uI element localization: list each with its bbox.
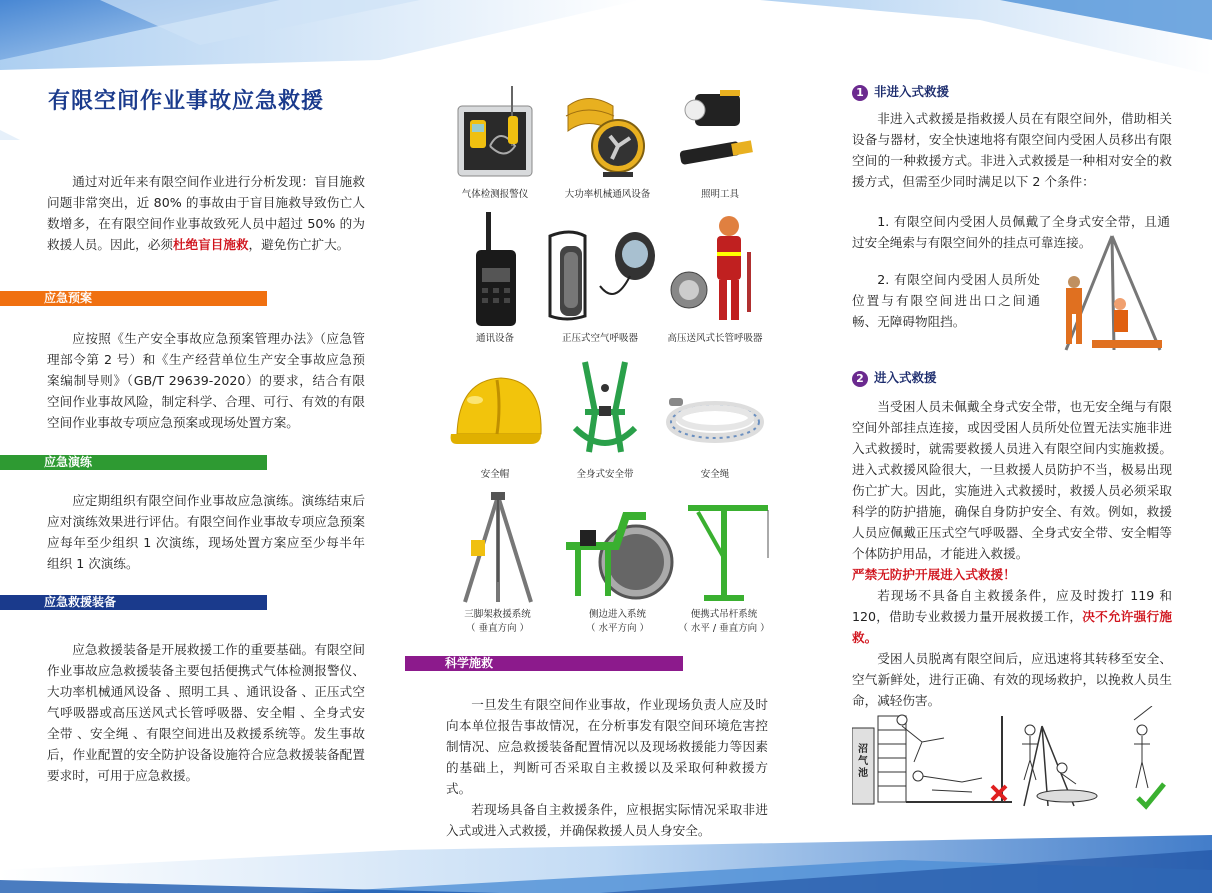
entry-paragraph-3: 受困人员脱离有限空间后，应迅速将其转移至安全、空气新鲜处，进行正确、有效的现场救护，以挽救人员生命，减轻伤害。 [852, 651, 1172, 708]
equipment-item [668, 498, 780, 634]
equipment-item [440, 492, 555, 634]
non-entry-paragraph: 非进入式救援是指救援人员在有限空间外，借助相关设备与器材，安全快速地将有限空间内受困人员移出有限空间的一种救援方式。非进入式救援是一种相对安全的救援方式，但需至少同时满足以下 2 个条件： [852, 111, 1172, 189]
non-entry-heading [852, 82, 949, 101]
entry-title: 进入式救援 [874, 370, 937, 385]
condition-2: 2. 有限空间内受困人员所处位置与有限空间进出口之间通畅、无障碍物阻挡。 [852, 272, 1040, 329]
equipment-item [660, 378, 770, 480]
equipment-sublabel: （ 垂直方向 ） [465, 623, 530, 634]
section-bar-equipment: 应急救援装备 [0, 595, 267, 610]
equipment-label: 三脚架救援系统 [464, 609, 531, 620]
tripod-icon [453, 492, 543, 606]
equipment-item [440, 212, 550, 344]
equipment-label: 高压送风式长管呼吸器 [667, 333, 763, 344]
equipment-label: 便携式吊杆系统 [690, 609, 758, 620]
entry-paragraph-2-highlight: 决不允许强行施救。 [852, 609, 1173, 645]
non-entry-title: 非进入式救援 [874, 84, 950, 99]
equipment-label: 通讯设备 [475, 333, 514, 344]
radio-icon [450, 212, 540, 330]
rescue-comparison-illustration [852, 706, 1172, 810]
equipment-item [665, 86, 775, 200]
page-title: 有限空间作业事故应急救援 [48, 89, 325, 114]
intro-paragraph [47, 171, 365, 255]
equipment-label: 气体检测报警仪 [461, 189, 529, 200]
davit-icon [674, 498, 774, 606]
breathing-apparatus-icon [540, 226, 660, 330]
equipment-label: 侧边进入系统 [588, 609, 646, 620]
equipment-label: 大功率机械通风设备 [564, 189, 651, 200]
section-number: 1 [852, 85, 868, 101]
section-bar-drill: 应急演练 [0, 455, 267, 470]
gas-detector-icon [450, 86, 540, 186]
equipment-item [550, 358, 660, 480]
entry-heading [852, 368, 937, 387]
drill-paragraph: 应定期组织有限空间作业事故应急演练。演练结束后应对演练效果进行评估。有限空间作业事故专项应急预案应每年至少组织 1 次演练，现场处置方案应至少每半年组织 1 次演练。 [47, 493, 365, 571]
intro-highlight: 杜绝盲目施救 [172, 237, 249, 252]
equipment-label: 安全绳 [700, 469, 730, 480]
ventilation-fan-icon [558, 86, 658, 186]
harness-icon [555, 358, 655, 466]
pit-label: 沼气池 [858, 744, 868, 779]
science-paragraph-1: 一旦发生有限空间作业事故，作业现场负责人应及时向本单位报告事故情况，在分析事发有限空间环境危害控制情况、应急救援装备配置情况以及现场救援能力等因素的基础上，判断可否采取自主救援以及采取何种救援方式。 [446, 697, 768, 796]
section-number: 2 [852, 371, 868, 387]
tripod-rescue-illustration [1052, 232, 1172, 354]
intro-text-end: ，避免伤亡扩大。 [248, 237, 350, 252]
equipment-item [550, 86, 665, 200]
entry-paragraph-2-text: 若现场不具备自主救援条件，应及时拨打 119 和 120，借助专业救援力量开展救援工作， [852, 588, 1172, 624]
equipment-label: 正压式空气呼吸器 [561, 333, 638, 344]
section-bar-science: 科学施救 [405, 656, 683, 671]
side-entry-icon [558, 506, 678, 606]
entry-warning: 严禁无防护开展进入式救援！ [852, 567, 1016, 582]
rescue-scene-drawing [852, 706, 1172, 810]
equipment-item [540, 226, 660, 344]
equipment-item [555, 506, 680, 634]
hose-respirator-icon [665, 212, 765, 330]
equipment-paragraph: 应急救援装备是开展救援工作的重要基础。有限空间作业事故应急救援装备主要包括便携式气体检测报警仪、大功率机械通风设备 、照明工具 、通讯设备 、正压式空气呼吸器或高压送风式长管呼吸器、安全帽 、全身式安全带 、安全绳 、有限空间进出及救援系统等。发生事故后，作业配置的安全防护设备设施符合应急救援装备配置要求时，可用于应急救援。 [47, 642, 365, 783]
plan-paragraph: 应按照《生产安全事故应急预案管理办法》（应急管理部令第 2 号）和《生产经营单位生产安全事故应急预案编制导则》（GB/T 29639-2020）的要求，结合有限空间作业事故风险，制定科学、合理、可行、有效的有限空间作业事故专项应急预案或现场处置方案。 [47, 331, 365, 430]
flashlight-icon [670, 86, 770, 186]
equipment-label: 全身式安全带 [576, 469, 634, 480]
equipment-item [440, 368, 550, 480]
helmet-icon [445, 368, 545, 466]
equipment-label: 安全帽 [480, 469, 510, 480]
intro-text: 通过对近年来有限空间作业进行分析发现：盲目施救问题非常突出，近 80% 的事故由于盲目施救导致伤亡人数增多，在有限空间作业事故致死人员中超过 50% 的为救援人员。因此，必须 [47, 174, 365, 252]
science-paragraph-2: 若现场具备自主救援条件，应根据实际情况采取非进入式或进入式救援，并确保救援人员人身安全。 [446, 802, 768, 838]
equipment-item [660, 212, 770, 344]
equipment-item [440, 86, 550, 200]
condition-1-text: 1. 有限空间内受困人员佩戴了全身式安全带，且通过安全绳索与有限空间外的挂点可靠连接。 [852, 214, 1170, 250]
entry-paragraph-2 [852, 585, 1172, 648]
rope-icon [665, 378, 765, 466]
equipment-sublabel: （ 水平方向 ） [585, 623, 650, 634]
entry-paragraph: 当受困人员未佩戴全身式安全带，也无安全绳与有限空间外部挂点连接，或因受困人员所处位置无法实施非进入式救援时，就需要救援人员进入有限空间内实施救援。进入式救援风险很大，一旦救援人员防护不当，极易出现伤亡扩大。因此，实施进入式救援时，救援人员必须采取科学的防护措施，确保自身防护安全、有效。例如，救援人员应佩戴正压式空气呼吸器、全身式安全带、安全帽等个体防护用品，才能进入救援。 [852, 399, 1172, 561]
section-bar-plan: 应急预案 [0, 291, 267, 306]
equipment-sublabel: （ 水平 / 垂直方向 ） [678, 623, 770, 634]
equipment-label: 照明工具 [700, 189, 739, 200]
